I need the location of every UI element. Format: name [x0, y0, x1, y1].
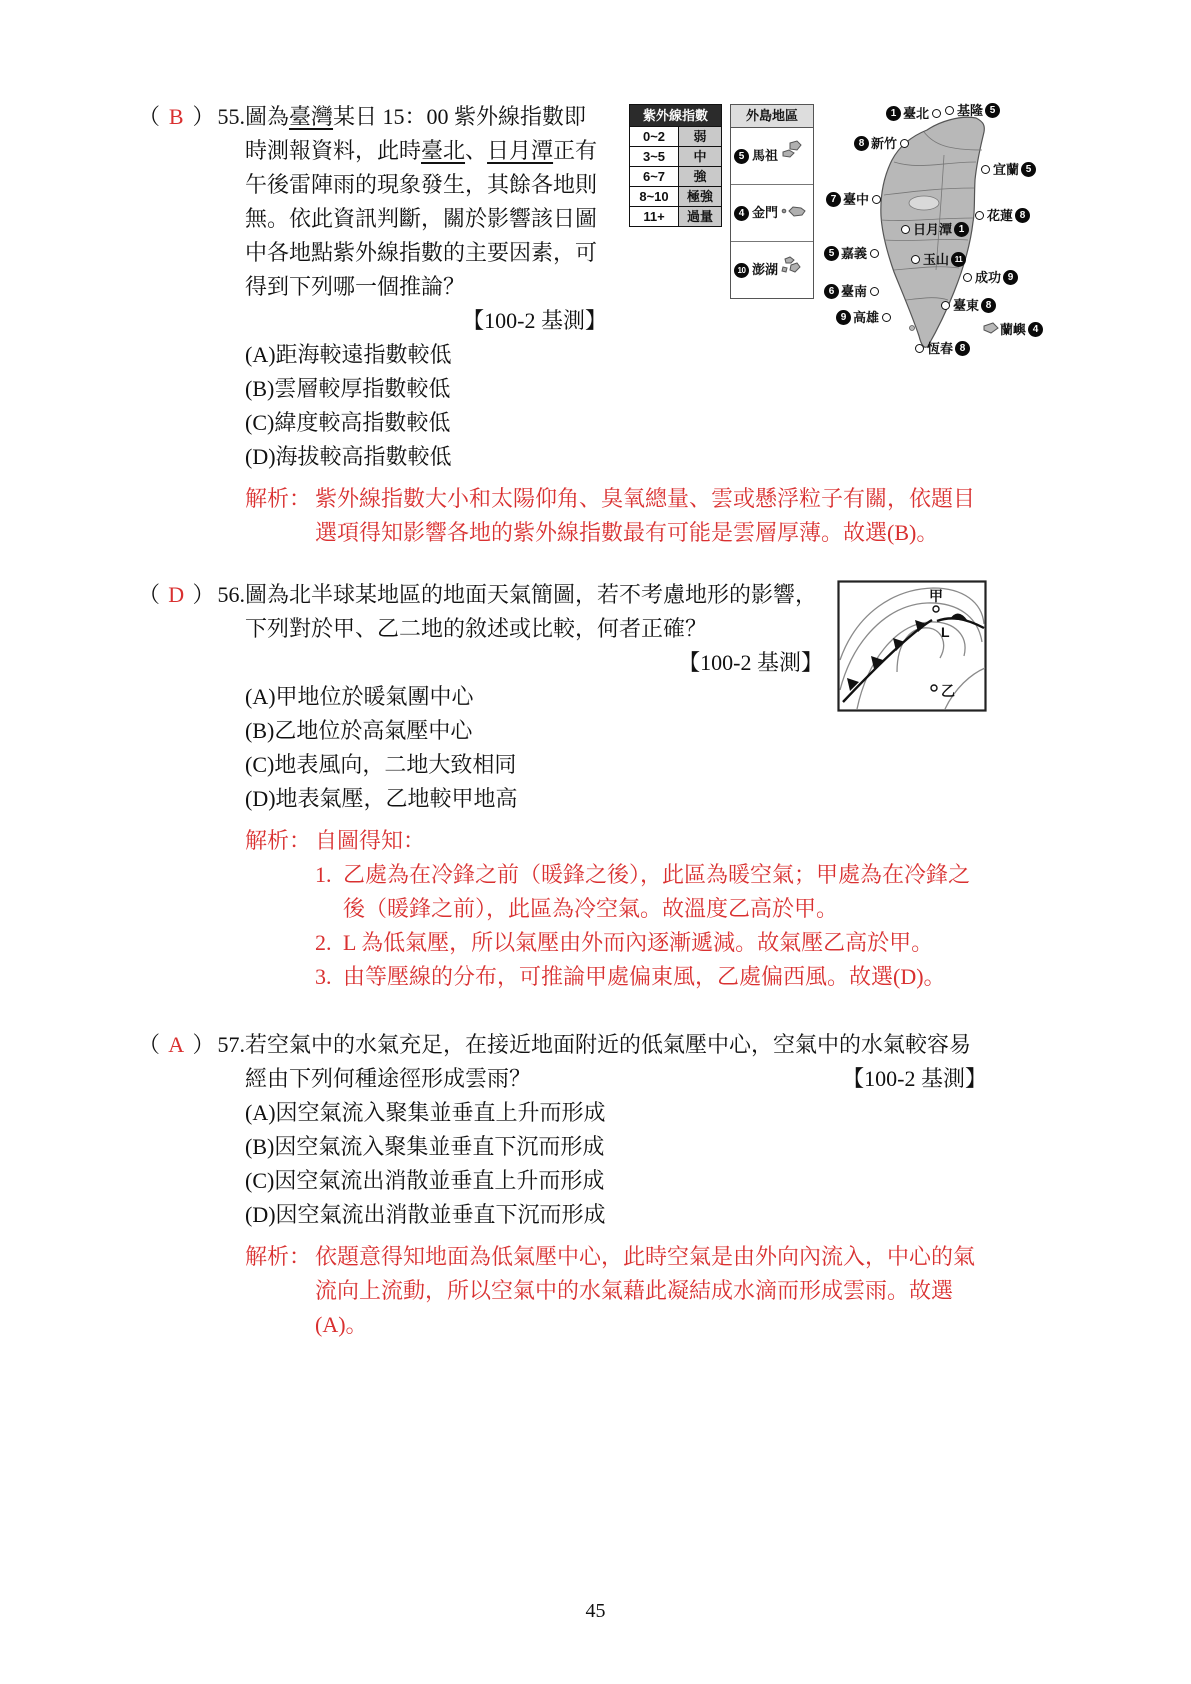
uv-value-badge: 8 [955, 341, 970, 356]
stem-part-underlined: 臺灣 [289, 104, 334, 129]
map-label [910, 252, 966, 267]
stem-part-underlined: 日月潭 [487, 138, 554, 163]
uv-value-badge: 5 [1021, 162, 1036, 177]
page-number: 45 [585, 1600, 606, 1622]
map-label [854, 136, 910, 151]
uv-row [630, 207, 722, 227]
station-dot-icon [975, 211, 984, 220]
question-stem: 圖為北半球某地區的地面天氣簡圖，若不考慮地形的影響，下列對於甲、乙二地的敘述或比較，何者正確？ [245, 582, 818, 641]
analysis-label: 解析： [245, 486, 312, 511]
map-place-name: 基隆 [957, 103, 984, 118]
label-jia: 甲 [929, 588, 943, 604]
uv-range-cell: 3~5 [630, 147, 679, 167]
question-55-row [245, 100, 1039, 474]
station-dot-icon [901, 225, 910, 234]
uv-row [630, 187, 722, 207]
outer-island-row [731, 242, 813, 298]
answer-letter: D [168, 582, 185, 607]
map-place-name: 宜蘭 [993, 162, 1020, 177]
paren-open: （ [138, 582, 161, 607]
map-label [962, 270, 1018, 285]
question-55-text-column [245, 100, 607, 474]
map-label [980, 162, 1036, 177]
analysis-55 [245, 482, 987, 550]
uv-value-badge: 8 [981, 298, 996, 313]
analysis-item-2 [315, 926, 987, 960]
map-place-name: 蘭嶼 [1000, 322, 1027, 337]
uv-value-badge: 5 [734, 149, 749, 164]
label-yi: 乙 [941, 683, 955, 699]
map-place-name: 嘉義 [841, 246, 868, 261]
analysis-56 [245, 824, 987, 994]
answer-letter: A [168, 1032, 185, 1057]
outer-islands-box [730, 104, 814, 299]
uv-range-cell: 8~10 [630, 187, 679, 207]
option-a: (A)甲地位於暖氣團中心 [245, 684, 474, 709]
uv-index-table [629, 104, 722, 227]
analysis-text: 紫外線指數大小和太陽仰角、臭氧總量、雲或懸浮粒子有關，依題目選項得知影響各地的紫外線指數最有可能是雲層厚薄。故選(B)。 [315, 486, 976, 545]
map-place-name: 高雄 [853, 310, 880, 325]
uv-table-body [630, 127, 722, 227]
map-place-name: 成功 [975, 270, 1002, 285]
station-dot-icon [872, 195, 881, 204]
uv-value-badge: 9 [1003, 270, 1018, 285]
option-d: (D)海拔較高指數較低 [245, 444, 452, 469]
uv-value-badge: 8 [854, 136, 869, 151]
map-place-name: 玉山 [923, 252, 950, 267]
uv-level-cell: 極強 [679, 187, 722, 207]
stem-part-underlined: 臺北 [421, 138, 466, 163]
option-c: (C)緯度較高指數較低 [245, 410, 451, 435]
outer-island-row [731, 128, 813, 185]
source-tag: 【100-2 基測】 [678, 650, 823, 675]
question-number: 56. [217, 582, 245, 607]
uv-row [630, 147, 722, 167]
island-name: 金門 [752, 205, 779, 220]
question-56 [138, 578, 1191, 994]
analysis-item-3 [315, 960, 987, 994]
label-low-pressure: L [941, 624, 950, 640]
map-label [900, 222, 969, 237]
uv-value-badge: 5 [985, 103, 1000, 118]
options-list [245, 1096, 987, 1232]
station-dot-icon [941, 301, 950, 310]
outer-island-row [731, 185, 813, 242]
paren-close: ） [192, 104, 215, 129]
station-dot-icon [915, 344, 924, 353]
station-dot-icon [900, 139, 909, 148]
station-dot-icon [870, 249, 879, 258]
option-a: (A)因空氣流入聚集並垂直上升而形成 [245, 1100, 606, 1125]
map-place-name: 花蓮 [987, 208, 1014, 223]
source-tag: 【100-2 基測】 [462, 308, 607, 333]
item-text: 乙處為在冷鋒之前（暖鋒之後），此區為暖空氣；甲處為在冷鋒之後（暖鋒之前），此區為冷空氣。故溫度乙高於甲。 [343, 862, 971, 921]
uv-value-badge: 1 [954, 222, 969, 237]
map-label [1000, 322, 1043, 337]
map-place-name: 日月潭 [913, 222, 953, 237]
source-tag: 【100-2 基測】 [842, 1066, 987, 1091]
paren-open: （ [138, 104, 161, 129]
uv-level-cell: 中 [679, 147, 722, 167]
island-shape-icon [781, 253, 801, 287]
station-dot-icon [882, 313, 891, 322]
station-dot-icon [911, 255, 920, 264]
item-number: 1. [315, 862, 332, 887]
option-b: (B)因空氣流入聚集並垂直下沉而形成 [245, 1134, 605, 1159]
surface-weather-chart [837, 580, 987, 712]
map-label [826, 192, 882, 207]
item-text: 由等壓線的分布，可推論甲處偏東風，乙處偏西風。故選(D)。 [343, 964, 946, 989]
analysis-intro: 自圖得知： [315, 828, 426, 853]
station-dot-icon [932, 109, 941, 118]
island-name: 馬祖 [752, 148, 779, 163]
option-b: (B)雲層較厚指數較低 [245, 376, 451, 401]
map-place-name: 新竹 [871, 136, 898, 151]
item-text: L 為低氣壓，所以氣壓由外而內逐漸遞減。故氣壓乙高於甲。 [343, 930, 934, 955]
map-label [824, 246, 880, 261]
uv-value-badge: 6 [824, 284, 839, 299]
map-label [944, 103, 1000, 118]
map-label [914, 341, 970, 356]
map-place-name: 臺北 [903, 106, 930, 121]
stem-part: 、 [465, 138, 488, 163]
option-c: (C)因空氣流出消散並垂直上升而形成 [245, 1168, 605, 1193]
question-stem [245, 100, 607, 304]
weather-map-figure [837, 580, 987, 722]
option-d: (D)因空氣流出消散並垂直下沉而形成 [245, 1202, 606, 1227]
uv-level-cell: 過量 [679, 207, 722, 227]
answer-box-55 [138, 100, 245, 550]
paren-close: ） [192, 1032, 215, 1057]
question-56-body [245, 578, 987, 994]
uv-value-badge: 10 [734, 263, 749, 278]
uv-value-badge: 5 [824, 246, 839, 261]
analysis-57 [245, 1240, 987, 1342]
option-d: (D)地表氣壓，乙地較甲地高 [245, 786, 518, 811]
stem-part: 正有午後雷陣雨的現象發生，其餘各地則無。依此資訊判斷，關於影響該日圖中各地點紫外線指數的主要因素，可得到下列哪一個推論？ [245, 138, 598, 299]
uv-value-badge: 9 [836, 310, 851, 325]
island-shape-icon [781, 139, 803, 173]
station-dot-icon [870, 287, 879, 296]
uv-level-cell: 強 [679, 167, 722, 187]
map-place-name: 恆春 [927, 341, 954, 356]
uv-table-header: 紫外線指數 [630, 105, 722, 127]
question-55 [138, 100, 1191, 550]
uv-row [630, 167, 722, 187]
item-number: 3. [315, 964, 332, 989]
answer-box-56 [138, 578, 245, 994]
question-57-body [245, 1028, 987, 1342]
answer-box-57 [138, 1028, 245, 1342]
map-place-name: 臺中 [843, 192, 870, 207]
island-shape-icon [781, 196, 807, 230]
question-stem [245, 1028, 987, 1096]
taiwan-uv-map [824, 100, 1094, 358]
uv-range-cell: 6~7 [630, 167, 679, 187]
uv-value-badge: 8 [1015, 208, 1030, 223]
option-a: (A)距海較遠指數較低 [245, 342, 452, 367]
uv-value-badge: 4 [1028, 322, 1043, 337]
map-label [940, 298, 996, 313]
analysis-item-1 [315, 858, 987, 926]
stem-text: 若空氣中的水氣充足，在接近地面附近的低氣壓中心，空氣中的水氣較容易經由下列何種途徑形成雲雨？ [245, 1032, 972, 1091]
outer-islands-rows [731, 128, 813, 298]
analysis-text: 依題意得知地面為低氣壓中心，此時空氣是由外向內流入，中心的氣流向上流動，所以空氣中的水氣藉此凝結成水滴而形成雲雨。故選(A)。 [315, 1244, 976, 1337]
uv-range-cell: 0~2 [630, 127, 679, 147]
map-label [886, 106, 942, 121]
option-b: (B)乙地位於高氣壓中心 [245, 718, 473, 743]
outer-islands-header: 外島地區 [731, 105, 813, 128]
uv-level-cell: 弱 [679, 127, 722, 147]
stem-part: 某日 15：00 紫外線指數即時測報資料，此時 [245, 104, 587, 163]
island-name: 澎湖 [752, 262, 779, 277]
uv-row [630, 127, 722, 147]
option-c: (C)地表風向，二地大致相同 [245, 752, 517, 777]
paren-close: ） [192, 582, 215, 607]
analysis-label: 解析： [245, 828, 312, 853]
paren-open: （ [138, 1032, 161, 1057]
question-57 [138, 1028, 1191, 1342]
question-number: 55. [217, 104, 245, 129]
question-55-body [245, 100, 1039, 550]
map-place-name: 臺南 [841, 284, 868, 299]
uv-value-badge: 11 [951, 252, 966, 267]
answer-letter: B [168, 104, 184, 129]
uv-value-badge: 1 [886, 106, 901, 121]
analysis-content [315, 824, 987, 994]
analysis-label: 解析： [245, 1244, 312, 1269]
map-label [836, 310, 892, 325]
item-number: 2. [315, 930, 332, 955]
stem-part: 圖為 [245, 104, 290, 129]
options-list [245, 338, 607, 474]
map-label [974, 208, 1030, 223]
station-dot-icon [981, 165, 990, 174]
station-dot-icon [963, 273, 972, 282]
map-place-name: 臺東 [953, 298, 980, 313]
uv-range-cell: 11+ [630, 207, 679, 227]
question-number: 57. [217, 1032, 245, 1057]
uv-value-badge: 4 [734, 206, 749, 221]
map-label [824, 284, 880, 299]
station-dot-icon [945, 106, 954, 115]
uv-value-badge: 7 [826, 192, 841, 207]
